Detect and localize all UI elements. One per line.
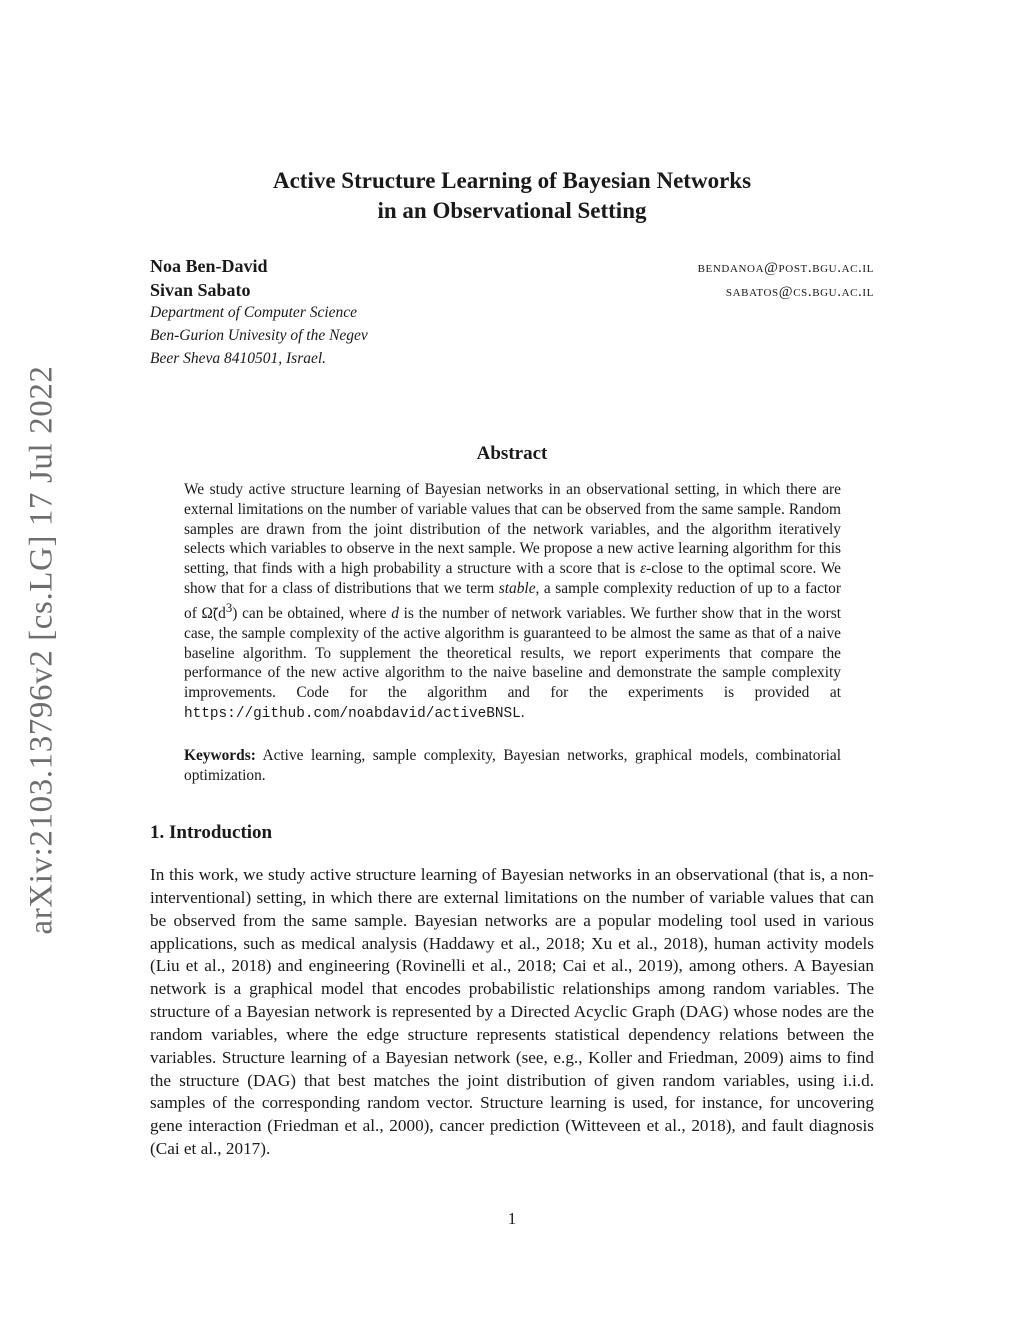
omega-argument: (d — [212, 604, 226, 622]
author-row-2 — [150, 280, 874, 304]
introduction-body — [150, 864, 874, 1161]
introduction-paragraph: In this work, we study active structure learning of Bayesian networks in an observational (that is, a non-interventional) setting, in which there are external limitations on the number of variable values that can be observed from the same sample. Bayesian networks are a popular modeling tool used in various applications, such as medical analysis (Haddawy et al., 2018; Xu et al., 2018), human activity models (Liu et al., 2018) and engineering (Rovinelli et al., 2018; Cai et al., 2019), among others. A Bayesian network is a graphical model that encodes probabilistic relationships among random variables. The structure of a Bayesian network is represented by a Directed Acyclic Graph (DAG) whose nodes are the random variables, where the edge structure represents statistical dependency relations between the variables. Structure learning of a Bayesian network (see, e.g., Koller and Friedman, 2009) aims to find the structure (DAG) that best matches the joint distribution of given random variables, using i.i.d. samples of the corresponding random vector. Structure learning is used, for instance, for uncovering gene interaction (Friedman et al., 2000), cancer prediction (Witteveen et al., 2018), and fault diagnosis (Cai et al., 2017). — [150, 865, 874, 1159]
omega-tilde-symbol: Ω̃ — [201, 604, 213, 622]
abstract-text: . — [520, 703, 525, 721]
d-variable: d — [391, 604, 399, 622]
affiliation-university: Ben-Gurion Univesity of the Negev — [150, 327, 368, 344]
author-row-1 — [150, 256, 874, 280]
keywords-text: Active learning, sample complexity, Bayesian networks, graphical models, combinatorial optimization. — [184, 747, 841, 784]
page-number: 1 — [507, 1209, 517, 1228]
stable-term: stable — [498, 579, 536, 597]
abstract-body — [184, 480, 841, 725]
affiliation-address: Beer Sheva 8410501, Israel. — [150, 350, 327, 367]
code-url-link[interactable]: https://github.com/noabdavid/activeBNSL — [184, 705, 521, 722]
author-email[interactable]: bendanoa@post.bgu.ac.il — [697, 260, 874, 276]
section-heading-introduction: 1. Introduction — [150, 822, 273, 843]
keywords-label: Keywords: — [184, 747, 256, 764]
title-line-2: in an Observational Setting — [377, 198, 647, 223]
author-email[interactable]: sabatos@cs.bgu.ac.il — [725, 284, 874, 300]
keywords — [184, 746, 841, 786]
arxiv-stamp — [12, 365, 72, 935]
abstract-text: is the number of network variables. We further show that in the worst case, the sample complexity of the active algorithm is guaranteed to be almost the same as that of a naive baseline algorithm. To supplement the theoretical results, we report experiments that compare the performance of the new active algorithm to the naive baseline and demonstrate the sample complexity improvements. Code for the algorithm and for the experiments is provided at — [184, 604, 841, 702]
paper-title — [150, 166, 874, 226]
abstract-text: can be obtained, where — [237, 604, 392, 622]
affiliation-department: Department of Computer Science — [150, 304, 358, 321]
abstract-text: , a sample complexity reduction of up to a factor of — [184, 579, 841, 622]
omega-exponent: 3 — [225, 600, 233, 615]
abstract-text: We study active structure learning of Bayesian networks in an observational setting, in which there are external limitations on the number of variable values that can be observed from the same sample. Random samples are drawn from the joint distribution of the network variables, and the algorithm iteratively selects which variables to observe in the next sample. We propose a new active learning algorithm for this setting, that finds with a high probability a structure with a score that is — [184, 481, 841, 578]
abstract-heading: Abstract — [476, 443, 548, 464]
omega-close: ) — [232, 604, 238, 622]
abstract-text: -close to the optimal score. We show that for a class of distributions that we term — [184, 560, 842, 597]
author-name: Sivan Sabato — [150, 280, 251, 300]
arxiv-identifier: arXiv:2103.13796v2 [cs.LG] 17 Jul 2022 — [23, 365, 60, 935]
author-name: Noa Ben-David — [150, 256, 268, 276]
epsilon-symbol: ε — [640, 560, 647, 578]
abstract-paragraph — [184, 480, 841, 725]
title-line-1: Active Structure Learning of Bayesian Networks — [272, 168, 752, 193]
